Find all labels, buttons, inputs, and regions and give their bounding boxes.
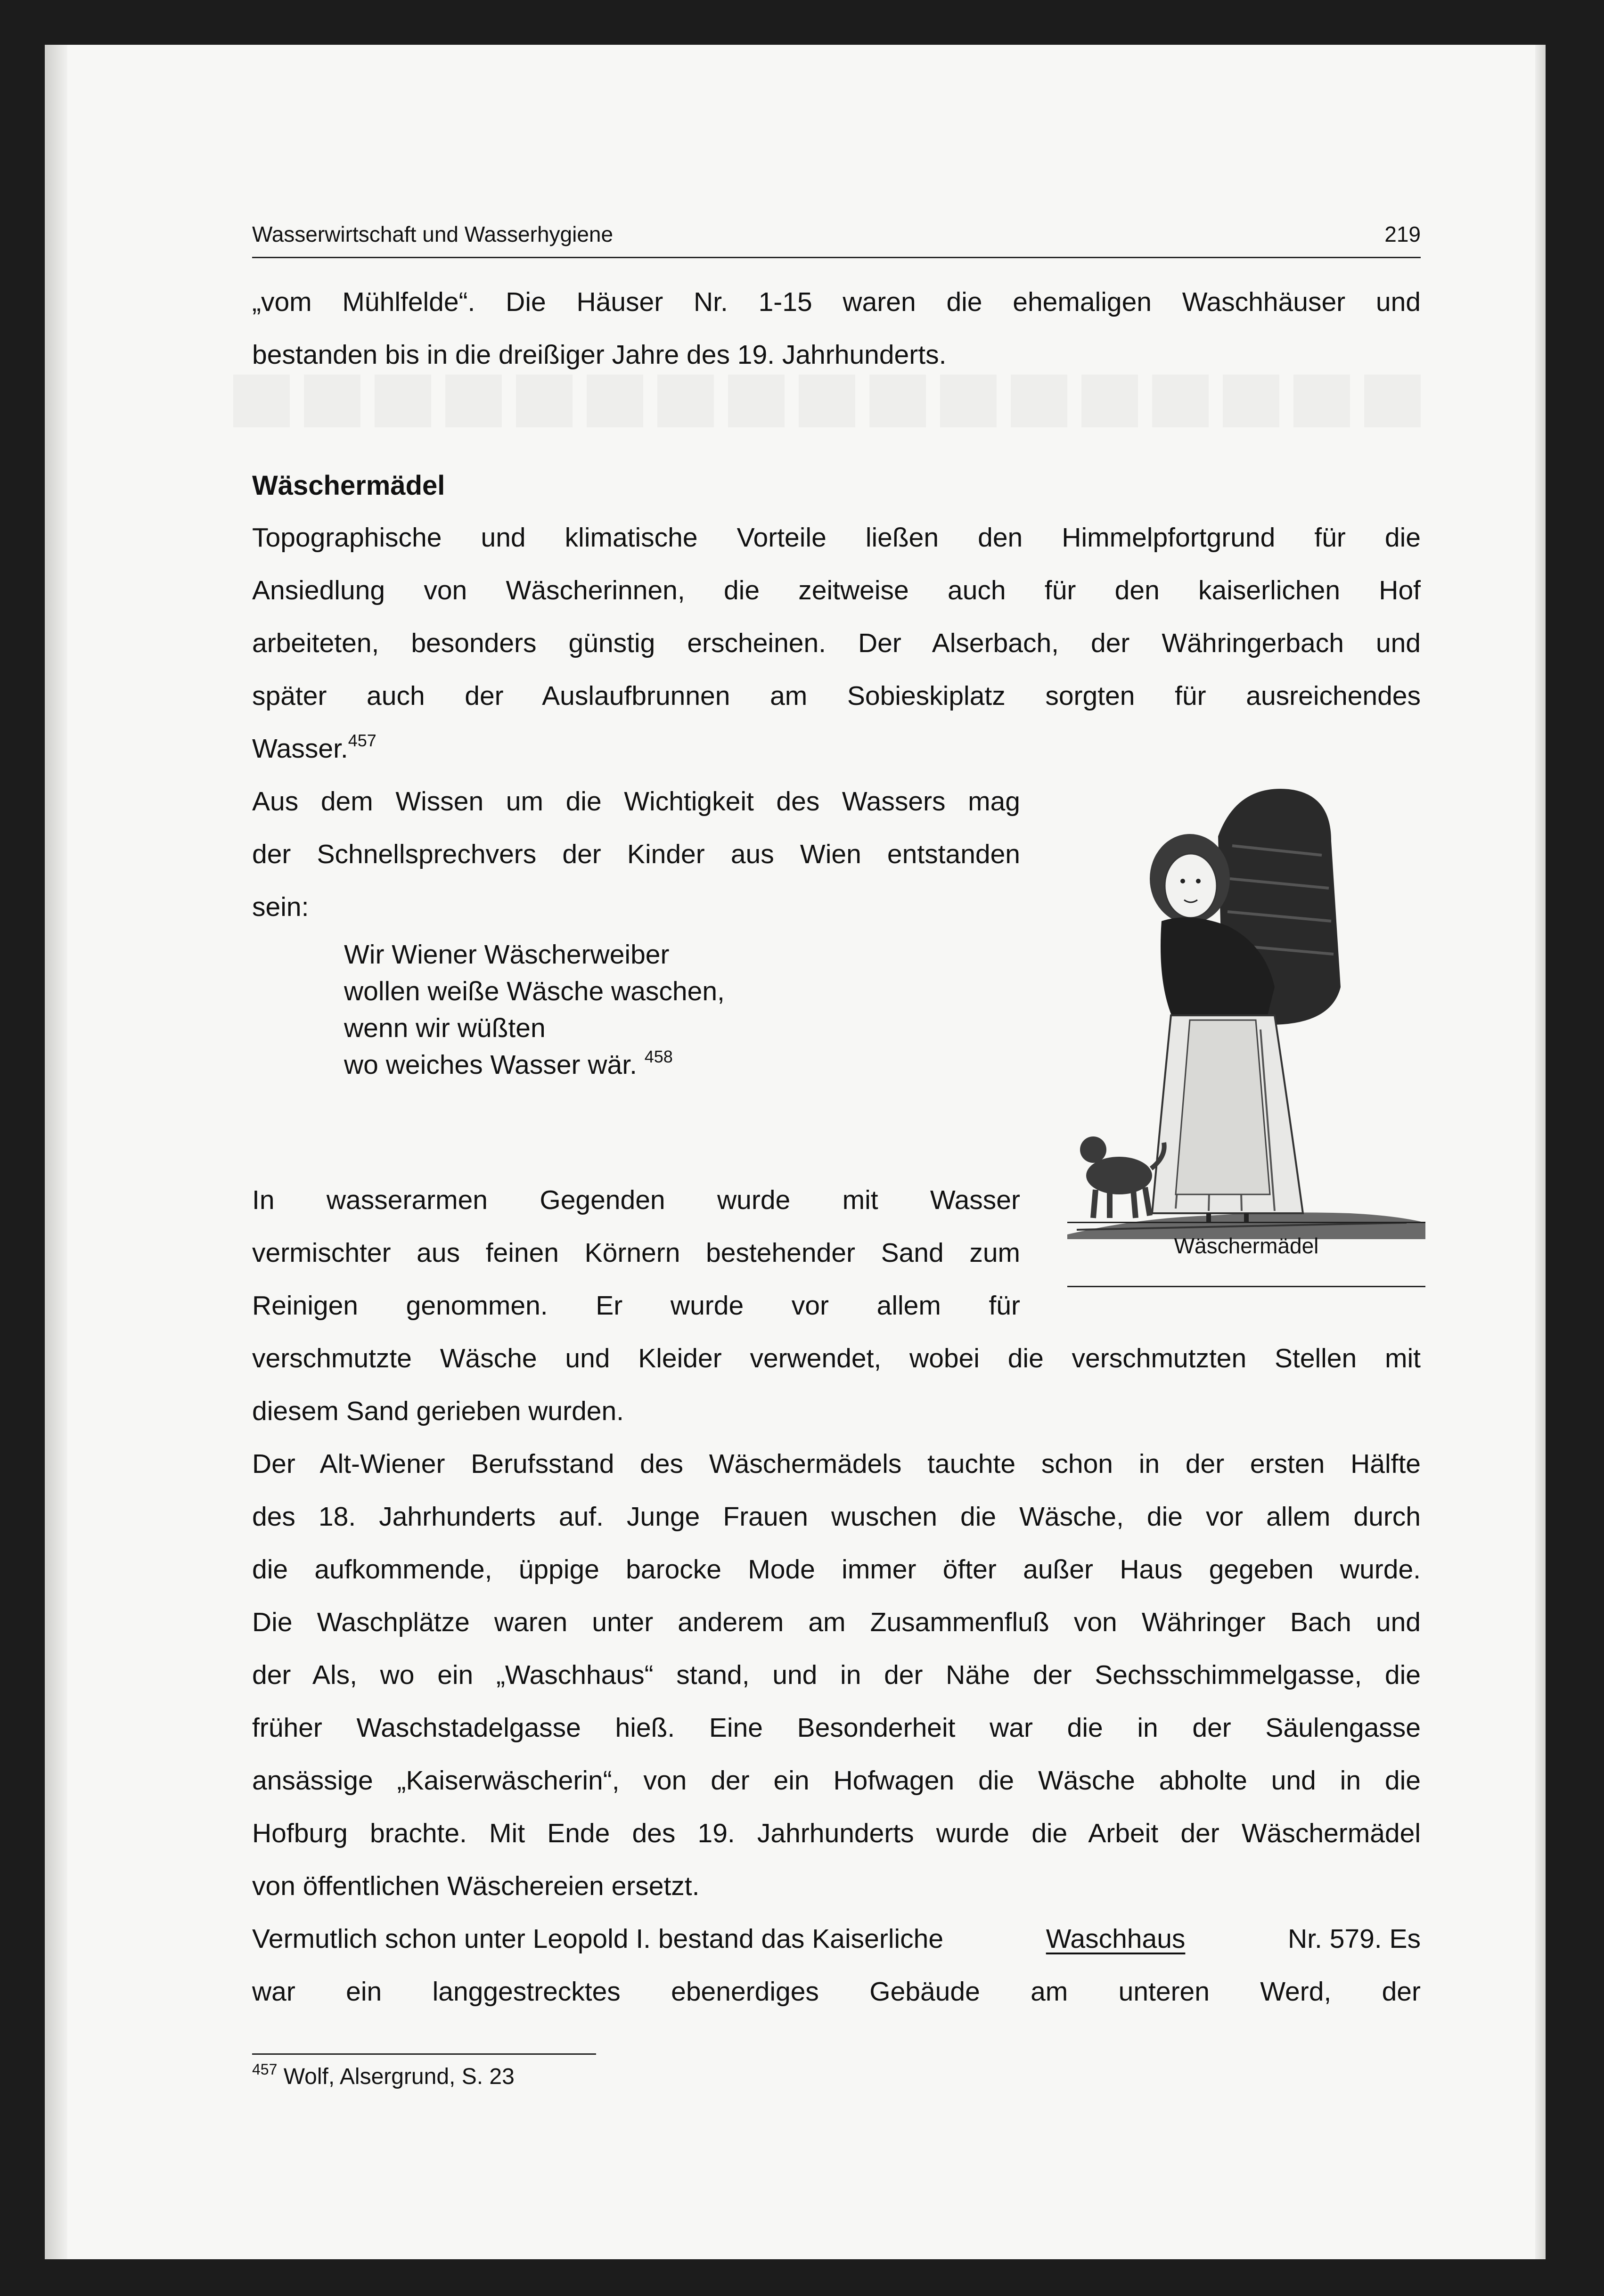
- body-line: Reinigen genommen. Er wurde vor allem für: [252, 1291, 1020, 1321]
- face: [1165, 854, 1217, 918]
- body-line: Der Alt-Wiener Berufsstand des Wäschermädels tauchte schon in der ersten Hälfte: [252, 1449, 1421, 1479]
- poem-line: wollen weiße Wäsche waschen,: [344, 976, 725, 1006]
- section-heading: Wäschermädel: [252, 470, 445, 501]
- body-line: der Schnellsprechvers der Kinder aus Wien entstanden: [252, 839, 1020, 869]
- figure-rule-top: [1067, 1222, 1425, 1223]
- page-header: [252, 221, 1421, 254]
- body-line: Die Waschplätze waren unter anderem am Zusammenfluß von Währinger Bach und: [252, 1607, 1421, 1637]
- page-edge: [1535, 45, 1546, 2259]
- body-line: war ein langgestrecktes ebenerdiges Gebäude am unteren Werd, der: [252, 1977, 1421, 2007]
- body-line: [252, 1912, 1421, 1965]
- body-line: Hofburg brachte. Mit Ende des 19. Jahrhunderts wurde die Arbeit der Wäschermädel: [252, 1818, 1421, 1848]
- footnote-rule: [252, 2053, 596, 2055]
- body-line: „vom Mühlfelde“. Die Häuser Nr. 1-15 waren die ehemaligen Waschhäuser und: [252, 287, 1421, 317]
- body-line: verschmutzte Wäsche und Kleider verwendet, wobei die verschmutzten Stellen mit: [252, 1343, 1421, 1373]
- body-text: Wasser.: [252, 734, 348, 764]
- poem-line: [344, 1046, 673, 1087]
- body-line: bestanden bis in die dreißiger Jahre des 19. Jahrhunderts.: [252, 340, 947, 370]
- body-line: von öffentlichen Wäschereien ersetzt.: [252, 1871, 700, 1901]
- body-line: Ansiedlung von Wäscherinnen, die zeitweise auch für den kaiserlichen Hof: [252, 575, 1421, 605]
- figure-caption: Wäschermädel: [1174, 1234, 1319, 1258]
- poem-line: Wir Wiener Wäscherweiber: [344, 940, 670, 970]
- poem-line: wenn wir wüßten: [344, 1013, 546, 1043]
- body-line: In wasserarmen Gegenden wurde mit Wasser: [252, 1185, 1020, 1215]
- header-rule: [252, 257, 1421, 258]
- figure-rule-bottom: [1067, 1286, 1425, 1287]
- waschhaus-link[interactable]: Waschhaus: [1046, 1924, 1186, 1954]
- footnote-ref[interactable]: 457: [348, 731, 376, 750]
- apron: [1176, 1020, 1270, 1194]
- body-line: Aus dem Wissen um die Wichtigkeit des Wassers mag: [252, 786, 1020, 817]
- poem-text: wo weiches Wasser wär.: [344, 1050, 637, 1080]
- dog: [1080, 1136, 1164, 1218]
- body-line: des 18. Jahrhunderts auf. Junge Frauen wuschen die Wäsche, die vor allem durch: [252, 1502, 1421, 1532]
- body-text: Vermutlich schon unter Leopold I. bestand das Kaiserliche: [252, 1924, 944, 1954]
- book-page: [45, 45, 1546, 2259]
- footnote: [252, 2061, 515, 2090]
- body-line: früher Waschstadelgasse hieß. Eine Besonderheit war die in der Säulengasse: [252, 1713, 1421, 1743]
- body-line: ansässige „Kaiserwäscherin“, von der ein Hofwagen die Wäsche abholte und in die: [252, 1765, 1421, 1796]
- footnote-ref[interactable]: 458: [644, 1047, 673, 1066]
- body-line: [252, 722, 376, 778]
- body-line: arbeiteten, besonders günstig erscheinen. Der Alserbach, der Währingerbach und: [252, 628, 1421, 658]
- body-line: vermischter aus feinen Körnern bestehender Sand zum: [252, 1238, 1020, 1268]
- body-line: sein:: [252, 892, 309, 922]
- body-text: Nr. 579. Es: [1288, 1924, 1421, 1954]
- footnote-text: Wolf, Alsergrund, S. 23: [283, 2064, 515, 2089]
- body-line: diesem Sand gerieben wurden.: [252, 1396, 624, 1426]
- waeschermaedel-illustration: [1067, 723, 1425, 1265]
- running-head: Wasserwirtschaft und Wasserhygiene: [252, 222, 614, 246]
- footnote-number: 457: [252, 2061, 278, 2078]
- page-number: 219: [1384, 222, 1421, 246]
- body-line: später auch der Auslaufbrunnen am Sobieskiplatz sorgten für ausreichendes: [252, 681, 1421, 711]
- body-line: Topographische und klimatische Vorteile ließen den Himmelpfortgrund für die: [252, 523, 1421, 553]
- body-line: der Als, wo ein „Waschhaus“ stand, und in der Nähe der Sechsschimmelgasse, die: [252, 1660, 1421, 1690]
- book-spine-shadow: [45, 45, 67, 2259]
- body-line: die aufkommende, üppige barocke Mode immer öfter außer Haus gegeben wurde.: [252, 1554, 1421, 1585]
